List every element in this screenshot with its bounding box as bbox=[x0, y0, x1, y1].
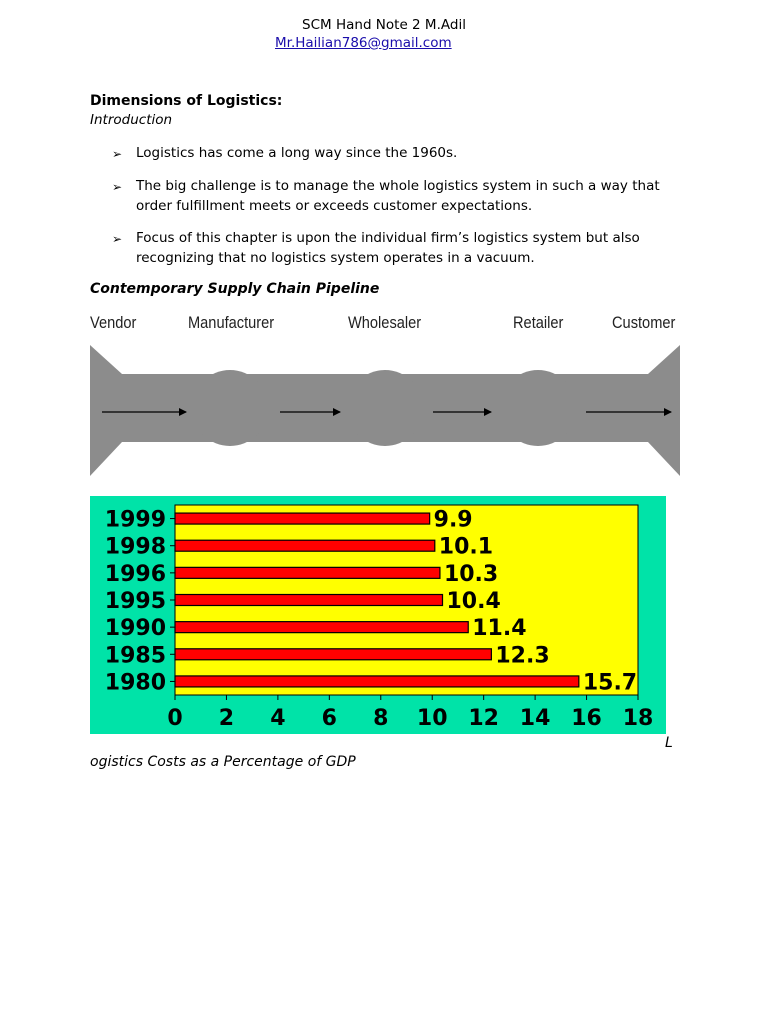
x-tick-label: 12 bbox=[468, 706, 499, 731]
category-label: 1998 bbox=[104, 534, 166, 560]
bar-1996 bbox=[175, 567, 440, 578]
pipeline-body bbox=[90, 345, 680, 476]
bullet-item bbox=[112, 177, 692, 216]
data-label: 10.4 bbox=[446, 589, 501, 614]
pipeline-stage-retailer: Retailer bbox=[513, 313, 564, 332]
bullet-item bbox=[112, 144, 692, 165]
data-label: 12.3 bbox=[495, 643, 550, 669]
bullet-item bbox=[112, 229, 692, 268]
bullet-arrow-icon: ➢ bbox=[112, 147, 123, 161]
x-tick-label: 14 bbox=[519, 706, 551, 731]
bullet-text: Logistics has come a long way since the 1960s. bbox=[136, 145, 458, 161]
data-label: 10.1 bbox=[438, 534, 494, 560]
category-label: 1980 bbox=[104, 670, 166, 696]
x-tick-label: 0 bbox=[167, 706, 183, 731]
category-label: 1990 bbox=[104, 616, 166, 642]
x-tick-label: 16 bbox=[571, 706, 602, 731]
pipeline-stage-wholesaler: Wholesaler bbox=[348, 313, 422, 332]
category-label: 1985 bbox=[104, 643, 166, 669]
section-heading: Dimensions of Logistics: bbox=[90, 93, 283, 109]
chart-caption: ogistics Costs as a Percentage of GDP bbox=[90, 754, 356, 770]
pipeline-stage-vendor: Vendor bbox=[90, 313, 137, 332]
bar-1990 bbox=[175, 622, 468, 633]
pipeline-node-retailer bbox=[500, 370, 576, 446]
bar-1995 bbox=[175, 595, 443, 606]
data-label: 15.7 bbox=[582, 670, 638, 696]
author-email-link[interactable]: Mr.Hailian786@gmail.com bbox=[275, 35, 452, 51]
document-header-title: SCM Hand Note 2 M.Adil bbox=[302, 17, 466, 33]
category-label: 1995 bbox=[104, 589, 166, 614]
category-label: 1999 bbox=[104, 507, 166, 533]
x-tick-label: 10 bbox=[416, 706, 448, 731]
pipeline-stage-manufacturer: Manufacturer bbox=[188, 313, 275, 332]
pipeline-caption: Contemporary Supply Chain Pipeline bbox=[90, 281, 380, 297]
bullet-arrow-icon: ➢ bbox=[112, 180, 123, 194]
pipeline-node-manufacturer bbox=[192, 370, 268, 446]
data-label: 10.3 bbox=[443, 561, 499, 587]
data-label: 9.9 bbox=[433, 507, 473, 533]
x-tick-label: 8 bbox=[373, 706, 389, 731]
bar-chart-svg bbox=[90, 496, 666, 734]
category-label: 1996 bbox=[104, 561, 166, 587]
x-tick-label: 2 bbox=[218, 706, 235, 731]
bar-1985 bbox=[175, 649, 491, 660]
bar-1980 bbox=[175, 676, 579, 687]
bar-1998 bbox=[175, 540, 435, 551]
logistics-cost-chart bbox=[90, 496, 666, 734]
bar-1999 bbox=[175, 513, 430, 524]
x-tick-label: 6 bbox=[321, 706, 337, 731]
supply-chain-pipeline-diagram bbox=[90, 338, 680, 483]
bullet-text: The big challenge is to manage the whole logistics system in such a way that order fulfillment meets or exceeds customer expectations. bbox=[136, 178, 660, 214]
caption-fragment: L bbox=[665, 735, 673, 751]
pipeline-node-wholesaler bbox=[347, 370, 423, 446]
x-tick-label: 4 bbox=[270, 706, 286, 731]
x-tick-label: 18 bbox=[622, 706, 654, 731]
bullet-arrow-icon: ➢ bbox=[112, 232, 123, 246]
section-subheading: Introduction bbox=[90, 112, 173, 128]
pipeline-stage-customer: Customer bbox=[612, 313, 676, 332]
bullet-text: Focus of this chapter is upon the individual firm’s logistics system but also recognizing that no logistics system operates in a vacuum. bbox=[136, 230, 640, 266]
data-label: 11.4 bbox=[472, 616, 527, 642]
